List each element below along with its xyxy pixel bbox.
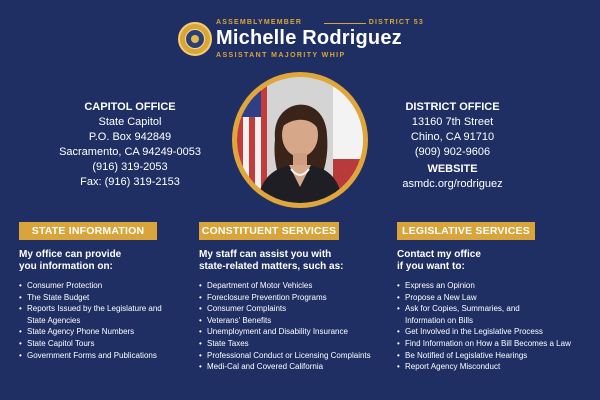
- list-item-continuation: Information on Bills: [405, 315, 474, 325]
- list-item: • Express an Opinion: [397, 280, 587, 292]
- list-item: • Ask for Copies, Summaries, and: [397, 303, 587, 315]
- state-information-list: [19, 280, 189, 361]
- list-item: • Government Forms and Publications: [19, 350, 189, 362]
- constituent-services-badge: CONSTITUENT SERVICES: [199, 222, 339, 240]
- website-url[interactable]: asmdc.org/rodriguez: [402, 178, 503, 190]
- list-item: • State Taxes: [199, 338, 389, 350]
- list-item: • Consumer Complaints: [199, 303, 389, 315]
- lead-line: state-related matters, such as:: [199, 261, 344, 272]
- district-office: [380, 100, 525, 160]
- member-name: Michelle Rodriguez: [216, 27, 402, 49]
- lead-line: My staff can assist you with: [199, 249, 332, 260]
- list-item: • Be Notified of Legislative Hearings: [397, 350, 587, 362]
- constituent-services-lead: [199, 249, 389, 273]
- state-information-badge: STATE INFORMATION: [19, 222, 157, 240]
- seal-core: [191, 35, 199, 43]
- constituent-services-section: [199, 222, 389, 373]
- portrait-illustration: [237, 77, 363, 203]
- list-item: • Unemployment and Disability Insurance: [199, 326, 389, 338]
- legislative-services-list: [397, 280, 587, 373]
- header-rule: [324, 23, 366, 24]
- website-title: WEBSITE: [427, 163, 478, 175]
- capitol-office-title: CAPITOL OFFICE: [84, 101, 176, 113]
- list-item: • Professional Conduct or Licensing Complaints: [199, 350, 389, 362]
- district-office-line: Chino, CA 91710: [410, 131, 495, 143]
- legislative-services-lead: [397, 249, 587, 273]
- capitol-office-fax: Fax: (916) 319-2153: [80, 176, 180, 188]
- list-item: • Report Agency Misconduct: [397, 361, 587, 373]
- lead-line: Contact my office: [397, 249, 481, 260]
- portrait-photo: [237, 77, 363, 203]
- district-office-line: 13160 7th Street: [411, 116, 494, 128]
- capitol-office-line: State Capitol: [98, 116, 162, 128]
- capitol-office-phone: (916) 319-2053: [92, 161, 168, 173]
- list-item: • Veterans' Benefits: [199, 315, 389, 327]
- list-item: • Foreclosure Prevention Programs: [199, 292, 389, 304]
- list-item: • Reports Issued by the Legislature and: [19, 303, 189, 315]
- state-information-lead: [19, 249, 189, 273]
- list-item: • Get Involved in the Legislative Process: [397, 326, 587, 338]
- assembly-seal-icon: [178, 22, 212, 56]
- portrait-frame: [232, 72, 368, 208]
- capitol-office-line: P.O. Box 942849: [88, 131, 172, 143]
- list-item: • Department of Motor Vehicles: [199, 280, 389, 292]
- constituent-services-list: [199, 280, 389, 373]
- list-item-continuation: State Agencies: [27, 315, 81, 325]
- seal-inner: [185, 29, 205, 49]
- website-block: [380, 162, 525, 192]
- legislative-services-badge: LEGISLATIVE SERVICES: [397, 222, 535, 240]
- member-subtitle: ASSISTANT MAJORITY WHIP: [216, 52, 346, 59]
- lead-line: My office can provide: [19, 249, 122, 260]
- list-item: • Medi-Cal and Covered California: [199, 361, 389, 373]
- capitol-office: [40, 100, 220, 190]
- list-item: • The State Budget: [19, 292, 189, 304]
- list-item: • Propose a New Law: [397, 292, 587, 304]
- list-item: • State Capitol Tours: [19, 338, 189, 350]
- district-label: DISTRICT 53: [368, 19, 424, 26]
- lead-line: you information on:: [19, 261, 113, 272]
- assemblymember-label: ASSEMBLYMEMBER: [216, 19, 303, 26]
- capitol-office-line: Sacramento, CA 94249-0053: [59, 146, 201, 158]
- header: [0, 0, 600, 70]
- legislative-services-section: [397, 222, 587, 373]
- state-information-section: [19, 222, 189, 361]
- district-office-phone: (909) 902-9606: [414, 146, 491, 158]
- lead-line: if you want to:: [397, 261, 465, 272]
- district-office-title: DISTRICT OFFICE: [405, 101, 500, 113]
- list-item: • Find Information on How a Bill Becomes a Law: [397, 338, 587, 350]
- list-item: • Consumer Protection: [19, 280, 189, 292]
- list-item: • State Agency Phone Numbers: [19, 326, 189, 338]
